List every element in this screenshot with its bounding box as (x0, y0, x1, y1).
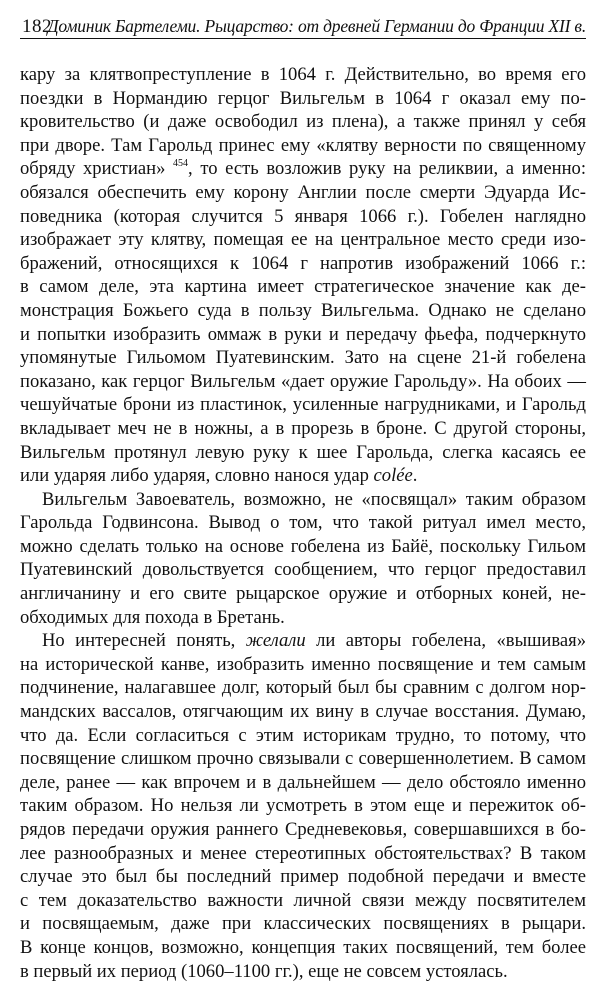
text-line (20, 865, 586, 889)
text-run: англичанину и его свите рыцарское оружие и отборных коней, не- (20, 583, 586, 605)
text-run: подчинение, налагавшее долг, который был бы сравним с долгом нор- (20, 677, 586, 699)
paragraph (20, 629, 586, 983)
text-line (20, 441, 586, 465)
text-line (20, 771, 586, 795)
text-run: рядов передачи оружия раннего Средневековья, совершавшихся в бо- (20, 819, 586, 840)
emphasis: colée (373, 465, 413, 487)
text-line (20, 110, 586, 134)
text-run: кару за клятвопреступление в 1064 г. Действительно, во время его (20, 64, 586, 85)
text-run: Вильгельм Завоеватель, возможно, не «посвящал» таким образом (42, 488, 586, 510)
text-run: в первый их период (1060–1100 гг.), еще не совсем устоялась. (20, 960, 508, 982)
text-line (20, 558, 586, 582)
text-run: поездки в Нормандию герцог Вильгельм в 1064 г оказал ему по- (20, 87, 586, 109)
text-line (20, 889, 586, 913)
text-line (20, 511, 586, 535)
text-run: упомянутые Гильомом Пуатевинским. Зато на сцене 21-й гобелена (20, 347, 586, 369)
text-run: лее разнообразных и менее стереотипных обстоятельствах? В таком (20, 842, 586, 864)
text-line (20, 205, 586, 229)
text-run: деле, ранее — как впрочем и в дальнейшем — дело обстояло именно (20, 771, 586, 793)
text-run: Но интересней понять, (42, 630, 246, 652)
text-line (20, 936, 586, 960)
text-run: монстрация Божьего суда в пользу Вильгельма. Однако не сделано (20, 299, 586, 321)
text-run: Пуатевинский довольствуется сообщением, что герцог предоставил (20, 559, 586, 581)
text-run: с тем доказательство важности личной связи между посвятителем (20, 889, 586, 911)
emphasis: желали (245, 630, 306, 652)
text-run: кровительство (и даже освободил из плена), а также принял у себя (20, 111, 586, 133)
text-run: можно сделать только на основе гобелена из Байё, поскольку Гильом (20, 535, 586, 557)
text-run: на исторической канве, изобразить именно посвящение и тем самым (20, 653, 586, 675)
text-line (20, 323, 586, 347)
running-head: Доминик Бартелеми. Рыцарство: от древней Германии до Франции XII в. (47, 16, 586, 36)
text-run: ли авторы гобелена, «вышивая» (305, 630, 586, 652)
footnote-marker: 454 (173, 158, 189, 170)
text-run: случае это был бы последний пример подобной передачи и вместе (20, 866, 586, 888)
text-run: Вильгельм протянул левую руку к шее Гарольда, слегка касаясь ее (20, 441, 586, 463)
text-line (20, 87, 586, 111)
text-line (20, 794, 586, 818)
text-line (20, 606, 586, 630)
text-run: или ударяя либо ударяя, словно нанося удар (20, 465, 374, 487)
text-line (20, 842, 586, 866)
text-run: бражений, относящихся к 1064 г напротив изображений 1066 г.: (20, 252, 586, 274)
text-line (20, 653, 586, 677)
text-run: таким образом. Но нельзя ли усмотреть в этом еще и пережиток об- (20, 795, 586, 817)
text-line (20, 228, 586, 252)
paragraph (20, 488, 586, 630)
text-line (20, 299, 586, 323)
text-line (20, 464, 586, 488)
text-run: чешуйчатые брони из пластинок, усиленные нагрудниками, и Гарольд (20, 394, 586, 416)
text-line (20, 535, 586, 559)
text-line (20, 417, 586, 441)
text-line (20, 676, 586, 700)
text-run: поведника (которая случится 5 января 1066 г.). Гобелен наглядно (20, 205, 586, 227)
text-line (20, 393, 586, 417)
text-line (20, 157, 586, 181)
text-run: В конце концов, возможно, концепция таких посвящений, тем более (20, 936, 586, 958)
text-line (20, 63, 586, 87)
text-line (20, 134, 586, 158)
text-run: обходимых для похода в Бретань. (20, 606, 285, 628)
text-line (20, 747, 586, 771)
text-run: . (412, 465, 418, 487)
text-run: , то есть возложив руку на реликвии, а именно: (188, 158, 586, 180)
text-line (20, 275, 586, 299)
paragraph (20, 63, 586, 488)
text-line (20, 960, 586, 983)
text-line (20, 818, 586, 842)
text-run: посвящение слишком прочно связывали с совершеннолетием. В самом (20, 748, 586, 770)
body-text (20, 63, 586, 983)
text-line (20, 346, 586, 370)
text-line (20, 488, 586, 512)
text-line (20, 912, 586, 936)
text-run: обряду христиан» (20, 158, 174, 180)
text-run: при дворе. Там Гарольд принес ему «клятву верности по священному (20, 134, 586, 156)
text-run: мандских вассалов, отягчающим их вину в случае восстания. Думаю, (20, 701, 586, 723)
text-run: обязался обеспечить ему корону Англии после смерти Эдуарда Ис- (20, 181, 586, 203)
text-run: Гарольда Годвинсона. Вывод о том, что такой ритуал имел место, (20, 512, 586, 534)
text-line (20, 724, 586, 748)
text-line (20, 252, 586, 276)
page-number: 182 (22, 16, 52, 37)
text-line (20, 629, 586, 653)
text-line (20, 370, 586, 394)
text-run: что да. Если согласиться с этим историкам трудно, то потому, что (20, 724, 586, 746)
text-run: в самом деле, эта картина имеет стратегическое значение как де- (20, 276, 586, 298)
text-line (20, 582, 586, 606)
text-run: изображает эту клятву, помещая ее на центральное место среди изо- (20, 229, 586, 251)
book-page (20, 8, 586, 982)
text-run: и попытки изобразить оммаж в руки и передачу фьефа, подчеркнуто (20, 323, 586, 345)
text-run: показано, как герцог Вильгельм «дает оружие Гарольду». На обоих — (20, 370, 586, 392)
text-line (20, 181, 586, 205)
text-line (20, 700, 586, 724)
text-run: вкладывает меч не в ножны, а в прорезь в броне. С другой стороны, (20, 417, 586, 439)
text-run: и посвящаемым, даже при классических посвящениях в рыцари. (20, 913, 586, 935)
page-header (20, 8, 586, 39)
